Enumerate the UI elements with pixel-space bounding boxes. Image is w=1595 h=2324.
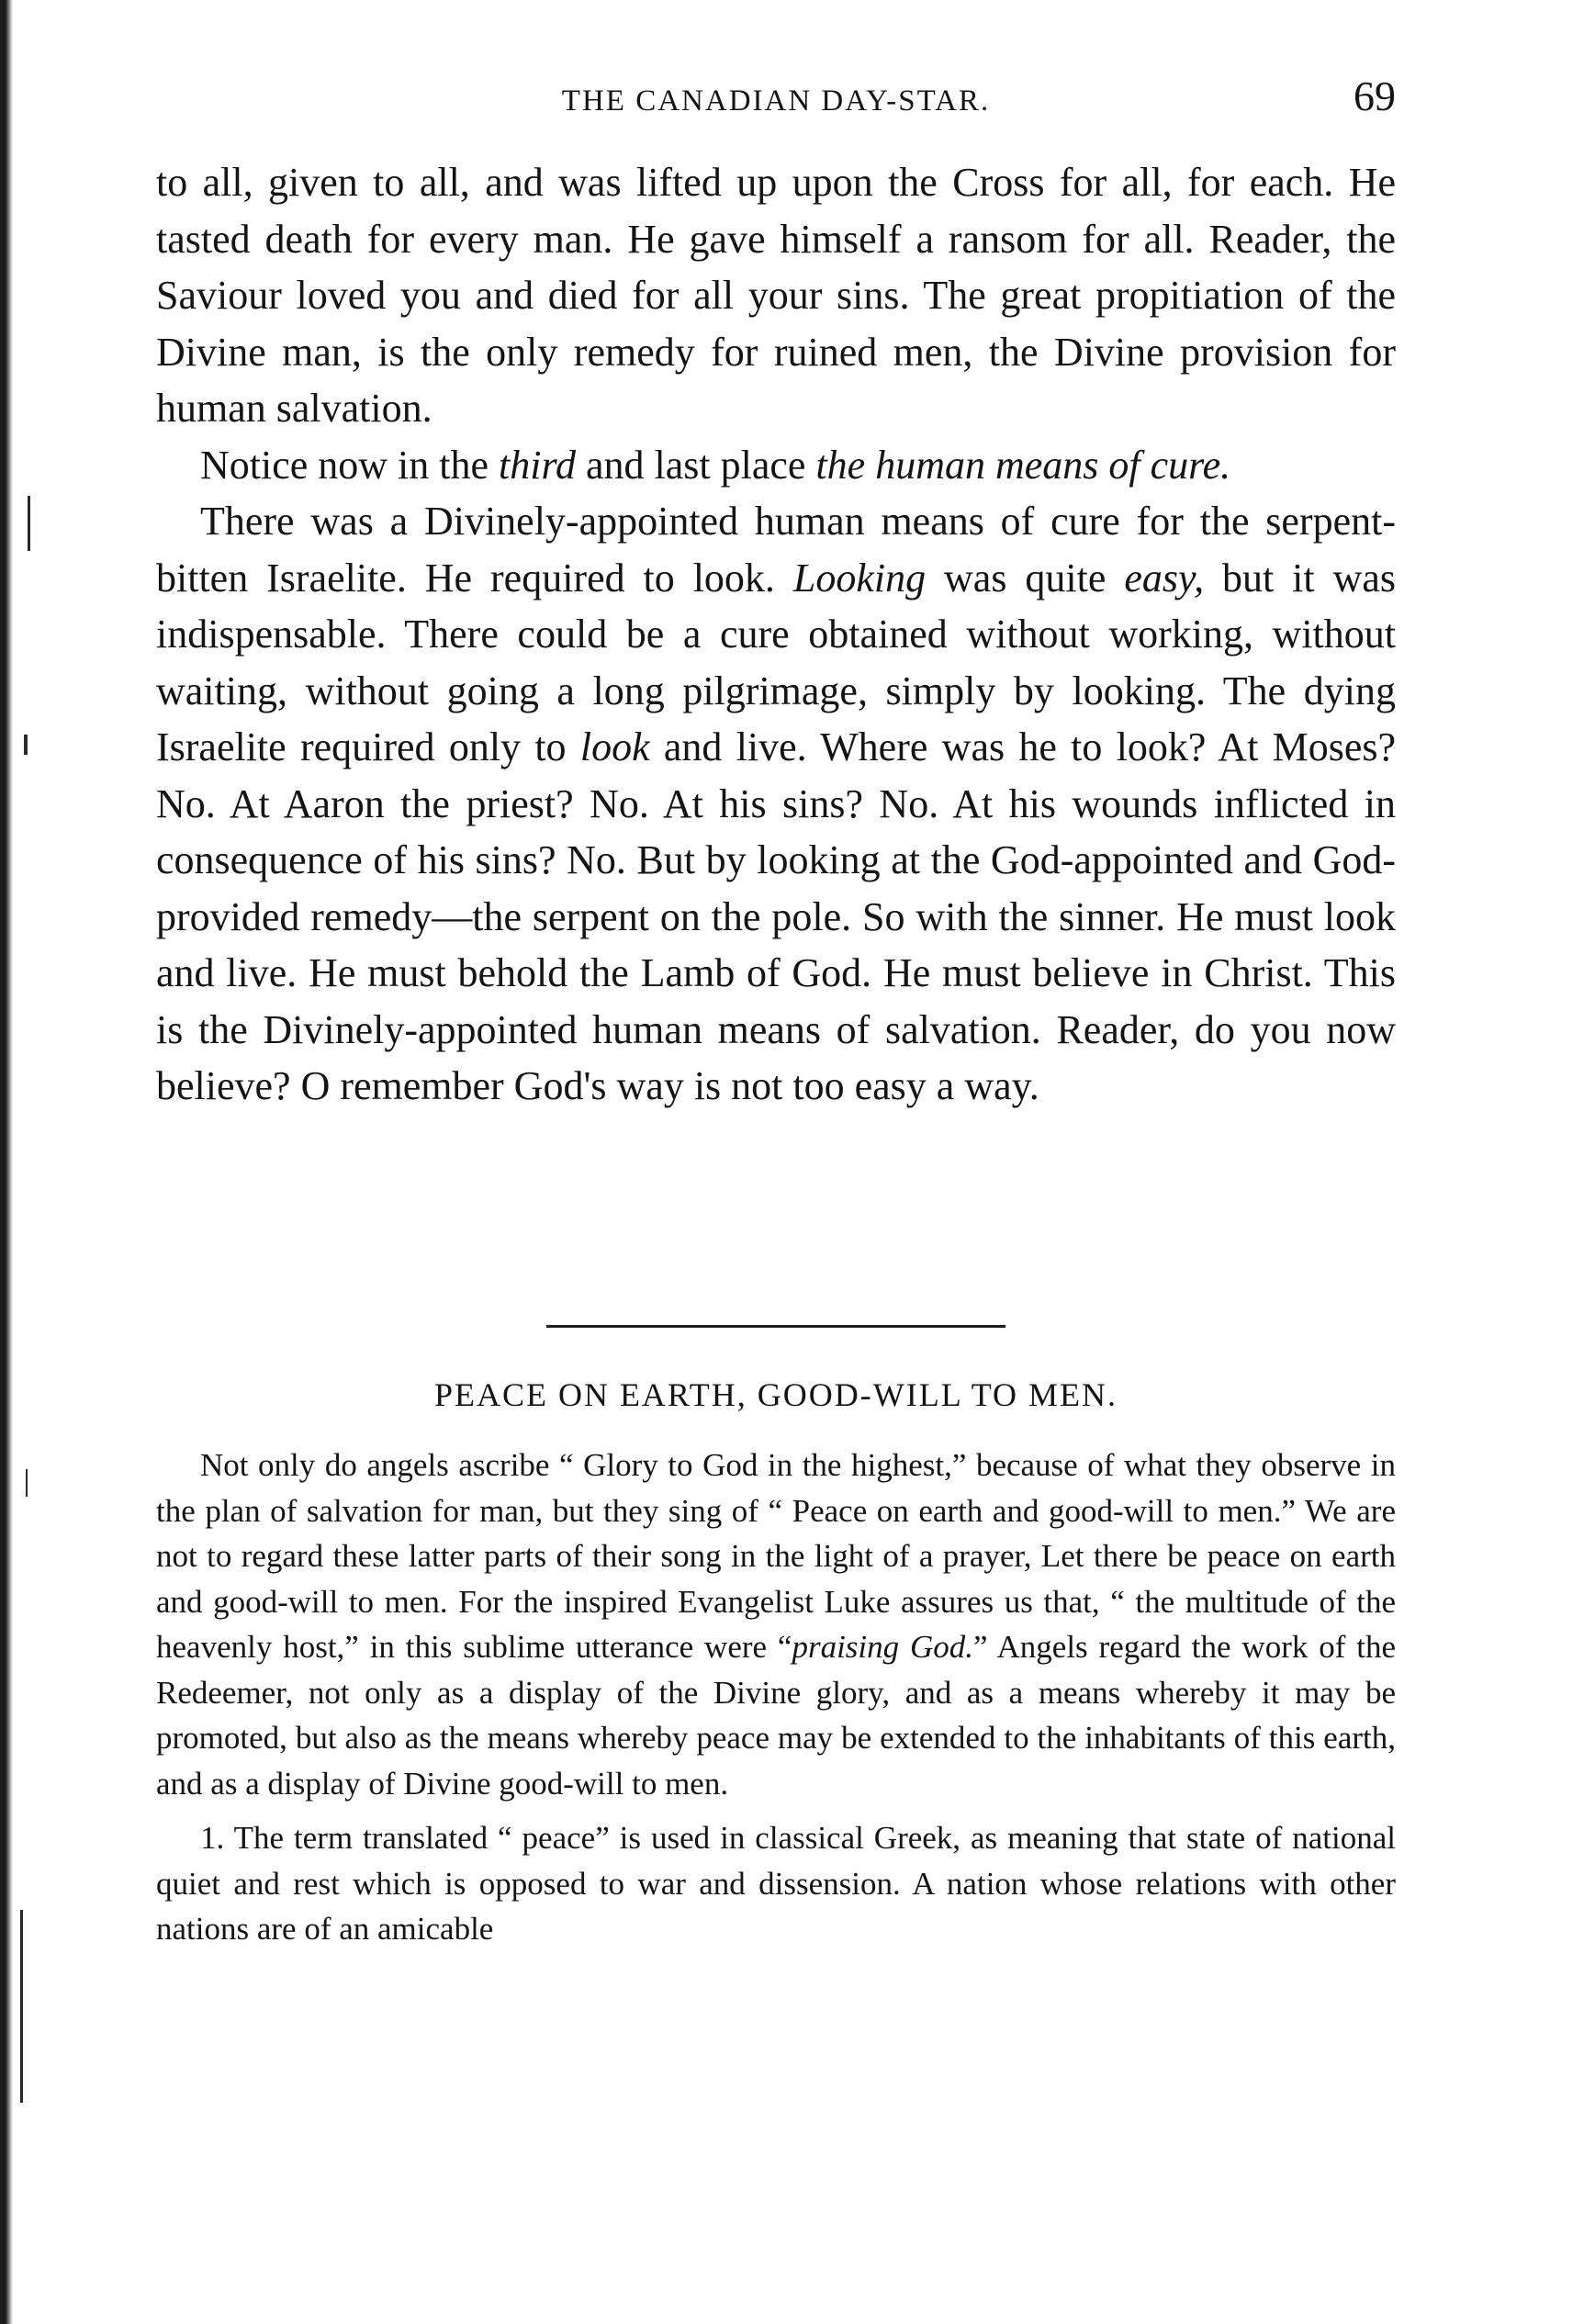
- section-text: [156, 1443, 1396, 1952]
- paragraph: 1. The term translated “ peace” is used in classical Greek, as meaning that state of national quiet and rest which is opposed to war and dissension. A nation whose relations with other nations are of an amicable: [156, 1820, 1396, 1947]
- binding-mark: [28, 496, 30, 551]
- binding-mark: [24, 735, 28, 755]
- paragraph: to all, given to all, and was lifted up upon the Cross for all, for each. He tasted death for every man. He gave himself a ransom for all. Reader, the Saviour loved you and died for all your sins. The great propitiation of the Divine man, is the only remedy for ruined men, the Divine provision for human salvation.: [156, 160, 1396, 431]
- paragraph: There was a Divinely-appointed human means of cure for the serpent-bitten Israelite. He required to look. Looking was quite easy, but it was indispensable. There could be a cure obtained without working, without waiting, without going a long pilgrimage, simply by looking. The dying Israelite required only to look and live. Where was he to look? At Moses? No. At Aaron the priest? No. At his sins? No. At his wounds inflicted in consequence of his sins? No. But by looking at the God-appointed and God-provided remedy—the serpent on the pole. So with the sinner. He must look and live. He must behold the Lamb of God. He must believe in Christ. This is the Divinely-appointed human means of salvation. Reader, do you now believe? O remember God's way is not too easy a way.: [156, 499, 1396, 1108]
- binding-mark: [26, 1469, 28, 1497]
- binding-mark: [20, 1910, 23, 2103]
- page-number: 69: [1354, 73, 1396, 119]
- section-heading: PEACE ON EARTH, GOOD-WILL TO MEN.: [433, 1376, 1118, 1413]
- paragraph: Not only do angels ascribe “ Glory to God in the highest,” because of what they observe in the plan of salvation for man, but they sing of “ Peace on earth and good-will to men.” We are not to regard these latter parts of their song in the light of a prayer, Let there be peace on earth and good-will to men. For the inspired Evangelist Luke assures us that, “ the multitude of the heavenly host,” in this sublime utterance were “praising God.” Angels regard the work of the Redeemer, not only as a display of the Divine glory, and as a means whereby it may be promoted, but also as the means whereby peace may be extended to the inhabitants of this earth, and as a display of Divine good-will to men.: [156, 1447, 1397, 1802]
- running-head: THE CANADIAN DAY-STAR.: [561, 84, 991, 118]
- page-header: [156, 72, 1396, 136]
- main-text: [156, 154, 1396, 1115]
- binding-edge: [0, 0, 13, 2324]
- section-divider: [546, 1325, 1005, 1328]
- paragraph: Notice now in the third and last place the human means of cure.: [200, 442, 1231, 488]
